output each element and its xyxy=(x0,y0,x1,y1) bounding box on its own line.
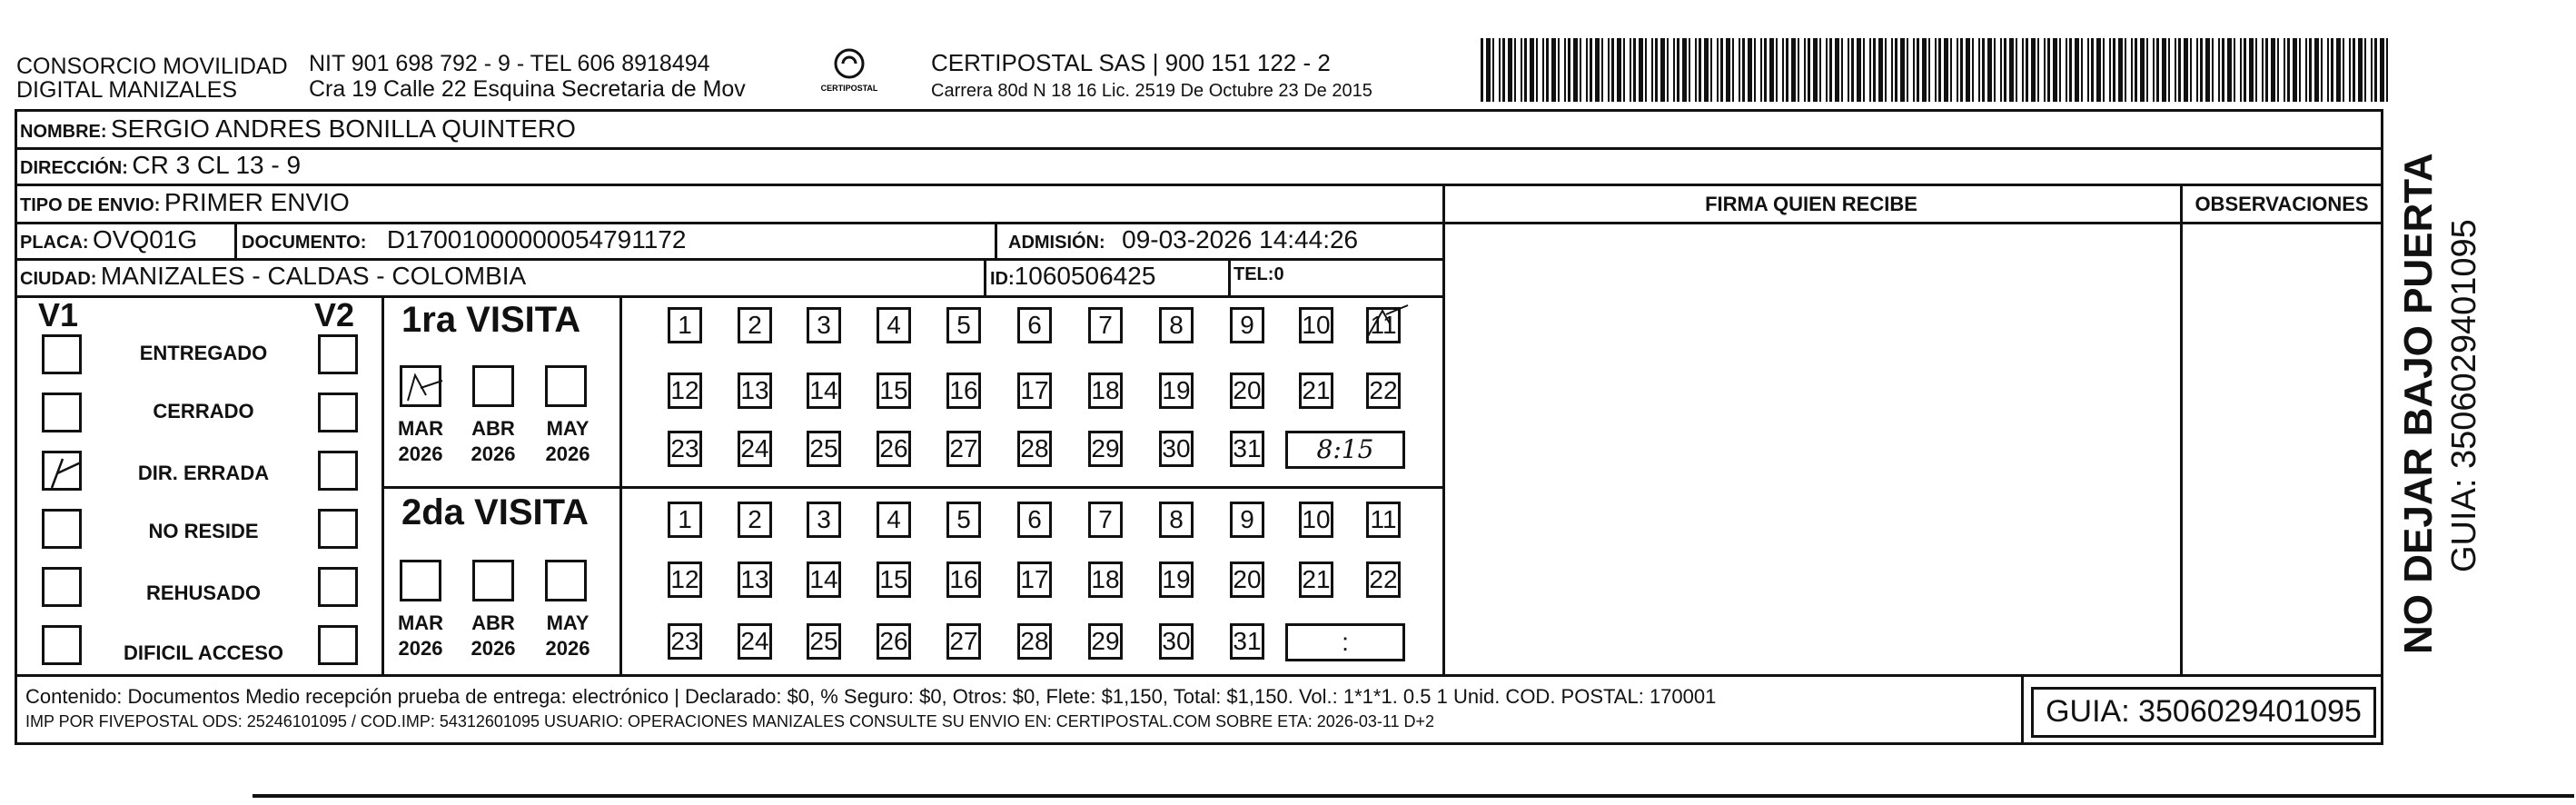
visit2-month-abr-label: ABR 2026 xyxy=(471,611,516,660)
bottom-edge-line xyxy=(253,794,2574,798)
day-box-16[interactable]: 16 xyxy=(946,562,981,598)
v1-rehusado-checkbox[interactable] xyxy=(42,567,82,607)
day-box-17[interactable]: 17 xyxy=(1017,562,1052,598)
day-box-20[interactable]: 20 xyxy=(1230,373,1264,409)
visit2-title: 2da VISITA xyxy=(401,492,589,532)
visit2-month-abr-checkbox[interactable] xyxy=(472,560,514,601)
day-box-8[interactable]: 8 xyxy=(1159,502,1194,538)
day-box-3[interactable]: 3 xyxy=(807,502,841,538)
day-box-6[interactable]: 6 xyxy=(1017,307,1052,343)
v1-cerrado-checkbox[interactable] xyxy=(42,393,82,432)
visit1-month-may-checkbox[interactable] xyxy=(545,365,587,407)
visit1-month-may-label: MAY 2026 xyxy=(545,417,590,465)
handwritten-tick xyxy=(1362,296,1417,351)
documento-field: DOCUMENTO: D17001000000054791172 xyxy=(242,225,687,253)
direccion-value: CR 3 CL 13 - 9 xyxy=(132,151,302,179)
svg-text:CERTIPOSTAL: CERTIPOSTAL xyxy=(820,84,878,93)
day-box-9[interactable]: 9 xyxy=(1230,502,1264,538)
day-box-9[interactable]: 9 xyxy=(1230,307,1264,343)
day-box-23[interactable]: 23 xyxy=(668,431,702,467)
imp-text: IMP POR FIVEPOSTAL ODS: 25246101095 / COD.IMP: 54312601095 USUARIO: OPERACIONES MANIZALES CONSULTE SU ENVIO EN: CERTIPOSTAL.COM SOBRE ETA: 2026-03-11 D+2 xyxy=(25,712,1435,730)
status-cerrado: CERRADO xyxy=(153,400,254,422)
day-box-22[interactable]: 22 xyxy=(1366,562,1401,598)
certipostal-logo xyxy=(813,44,886,98)
day-box-15[interactable]: 15 xyxy=(877,373,911,409)
visit1-month-mar-label: MAR 2026 xyxy=(397,417,444,465)
v1-entregado-checkbox[interactable] xyxy=(42,334,82,374)
sender-info: NIT 901 698 792 - 9 - TEL 606 8918494 Cra 19 Calle 22 Esquina Secretaria de Mov xyxy=(309,51,746,102)
v1-no-reside-checkbox[interactable] xyxy=(42,509,82,549)
day-box-31[interactable]: 31 xyxy=(1230,623,1264,660)
direccion-row: DIRECCIÓN: CR 3 CL 13 - 9 xyxy=(20,151,302,179)
day-box-26[interactable]: 26 xyxy=(877,623,911,660)
v2-no-reside-checkbox[interactable] xyxy=(318,509,358,549)
visit1-month-mar-checkbox[interactable] xyxy=(400,365,441,407)
day-box-28[interactable]: 28 xyxy=(1017,623,1052,660)
v1-dificil-acceso-checkbox[interactable] xyxy=(42,625,82,665)
day-box-28[interactable]: 28 xyxy=(1017,431,1052,467)
sender-name: CONSORCIO MOVILIDAD DIGITAL MANIZALES xyxy=(16,54,288,103)
day-box-17[interactable]: 17 xyxy=(1017,373,1052,409)
visit2-month-may-checkbox[interactable] xyxy=(545,560,587,601)
day-box-26[interactable]: 26 xyxy=(877,431,911,467)
ciudad-field: CIUDAD: MANIZALES - CALDAS - COLOMBIA xyxy=(20,262,527,290)
no-dejar-bajo-puerta: NO DEJAR BAJO PUERTA xyxy=(2396,153,2441,654)
day-box-30[interactable]: 30 xyxy=(1159,623,1194,660)
day-box-29[interactable]: 29 xyxy=(1088,623,1123,660)
day-box-7[interactable]: 7 xyxy=(1088,502,1123,538)
status-entregado: ENTREGADO xyxy=(139,342,268,364)
day-box-4[interactable]: 4 xyxy=(877,502,911,538)
day-box-14[interactable]: 14 xyxy=(807,373,841,409)
day-box-12[interactable]: 12 xyxy=(668,562,702,598)
day-box-5[interactable]: 5 xyxy=(946,307,981,343)
day-box-15[interactable]: 15 xyxy=(877,562,911,598)
day-box-5[interactable]: 5 xyxy=(946,502,981,538)
handwritten-mark xyxy=(402,368,444,410)
side-guia: GUIA: 3506029401095 xyxy=(2445,219,2483,572)
contenido-text: Contenido: Documentos Medio recepción prueba de entrega: electrónico | Declarado: $0, % Seguro: $0, Otros: $0, Flete: $1,150, Total: $1,150. Vol.: 1*1*1. 0.5 1 Unid. COD. POSTAL: 170001 xyxy=(25,685,1717,708)
day-box-11[interactable]: 11 xyxy=(1366,307,1401,343)
v1-label: V1 xyxy=(38,296,79,333)
visit1-month-abr-checkbox[interactable] xyxy=(472,365,514,407)
day-box-13[interactable]: 13 xyxy=(738,562,772,598)
observaciones-area[interactable] xyxy=(2185,227,2378,671)
nombre-value: SERGIO ANDRES BONILLA QUINTERO xyxy=(111,114,576,143)
day-box-19[interactable]: 19 xyxy=(1159,373,1194,409)
day-box-14[interactable]: 14 xyxy=(807,562,841,598)
signature-area[interactable] xyxy=(1448,227,2175,671)
day-box-20[interactable]: 20 xyxy=(1230,562,1264,598)
nombre-row: NOMBRE: SERGIO ANDRES BONILLA QUINTERO xyxy=(20,114,576,143)
day-box-24[interactable]: 24 xyxy=(738,623,772,660)
admision-field: ADMISIÓN: 09-03-2026 14:44:26 xyxy=(1008,225,1359,253)
day-box-11[interactable]: 11 xyxy=(1366,502,1401,538)
v2-dir-errada-checkbox[interactable] xyxy=(318,451,358,491)
day-box-29[interactable]: 29 xyxy=(1088,431,1123,467)
tipo-envio-value: PRIMER ENVIO xyxy=(163,188,350,216)
day-box-3[interactable]: 3 xyxy=(807,307,841,343)
guia-number: GUIA: 3506029401095 xyxy=(2046,694,2362,729)
company-info: CERTIPOSTAL SAS | 900 151 122 - 2 Carrera 80d N 18 16 Lic. 2519 De Octubre 23 De 2015 xyxy=(931,49,1372,101)
v2-rehusado-checkbox[interactable] xyxy=(318,567,358,607)
visit2-month-may-label: MAY 2026 xyxy=(545,611,590,660)
day-box-18[interactable]: 18 xyxy=(1088,562,1123,598)
day-box-21[interactable]: 21 xyxy=(1299,562,1333,598)
v1-dir-errada-checkbox[interactable] xyxy=(42,451,82,491)
day-box-27[interactable]: 27 xyxy=(946,431,981,467)
v2-entregado-checkbox[interactable] xyxy=(318,334,358,374)
day-box-22[interactable]: 22 xyxy=(1366,373,1401,409)
visit2-month-mar-label: MAR 2026 xyxy=(397,611,444,660)
visit1-time-box[interactable]: 8:15 xyxy=(1285,431,1405,469)
status-no-reside: NO RESIDE xyxy=(148,520,259,542)
placa-field: PLACA: OVQ01G xyxy=(20,225,198,253)
visit2-month-mar-checkbox[interactable] xyxy=(400,560,441,601)
v2-cerrado-checkbox[interactable] xyxy=(318,393,358,432)
day-box-1[interactable]: 1 xyxy=(668,307,702,343)
v2-label: V2 xyxy=(314,296,355,333)
day-box-12[interactable]: 12 xyxy=(668,373,702,409)
day-box-2[interactable]: 2 xyxy=(738,307,772,343)
day-box-13[interactable]: 13 xyxy=(738,373,772,409)
firma-label: FIRMA QUIEN RECIBE xyxy=(1705,193,1917,215)
day-box-6[interactable]: 6 xyxy=(1017,502,1052,538)
day-box-10[interactable]: 10 xyxy=(1299,307,1333,343)
day-box-25[interactable]: 25 xyxy=(807,623,841,660)
barcode xyxy=(1481,38,2389,102)
status-dir-errada: DIR. ERRADA xyxy=(137,462,270,484)
day-box-31[interactable]: 31 xyxy=(1230,431,1264,467)
day-box-19[interactable]: 19 xyxy=(1159,562,1194,598)
day-box-18[interactable]: 18 xyxy=(1088,373,1123,409)
day-box-16[interactable]: 16 xyxy=(946,373,981,409)
day-box-25[interactable]: 25 xyxy=(807,431,841,467)
visit2-time-box[interactable]: : xyxy=(1285,623,1405,661)
tipo-envio-row: TIPO DE ENVIO: PRIMER ENVIO xyxy=(20,188,350,216)
observaciones-label: OBSERVACIONES xyxy=(2195,193,2369,215)
visit1-title: 1ra VISITA xyxy=(401,300,581,340)
day-box-27[interactable]: 27 xyxy=(946,623,981,660)
day-box-24[interactable]: 24 xyxy=(738,431,772,467)
day-box-8[interactable]: 8 xyxy=(1159,307,1194,343)
day-box-7[interactable]: 7 xyxy=(1088,307,1123,343)
status-rehusado: REHUSADO xyxy=(146,581,261,604)
id-field: ID:1060506425 xyxy=(990,262,1156,290)
tel-field: TEL:0 xyxy=(1234,264,1284,284)
day-box-30[interactable]: 30 xyxy=(1159,431,1194,467)
status-dificil-acceso: DIFICIL ACCESO xyxy=(123,641,283,664)
day-box-10[interactable]: 10 xyxy=(1299,502,1333,538)
day-box-2[interactable]: 2 xyxy=(738,502,772,538)
day-box-1[interactable]: 1 xyxy=(668,502,702,538)
day-box-4[interactable]: 4 xyxy=(877,307,911,343)
day-box-21[interactable]: 21 xyxy=(1299,373,1333,409)
day-box-23[interactable]: 23 xyxy=(668,623,702,660)
v2-dificil-acceso-checkbox[interactable] xyxy=(318,625,358,665)
handwritten-check-mark xyxy=(45,453,84,493)
visit1-month-abr-label: ABR 2026 xyxy=(471,417,516,465)
